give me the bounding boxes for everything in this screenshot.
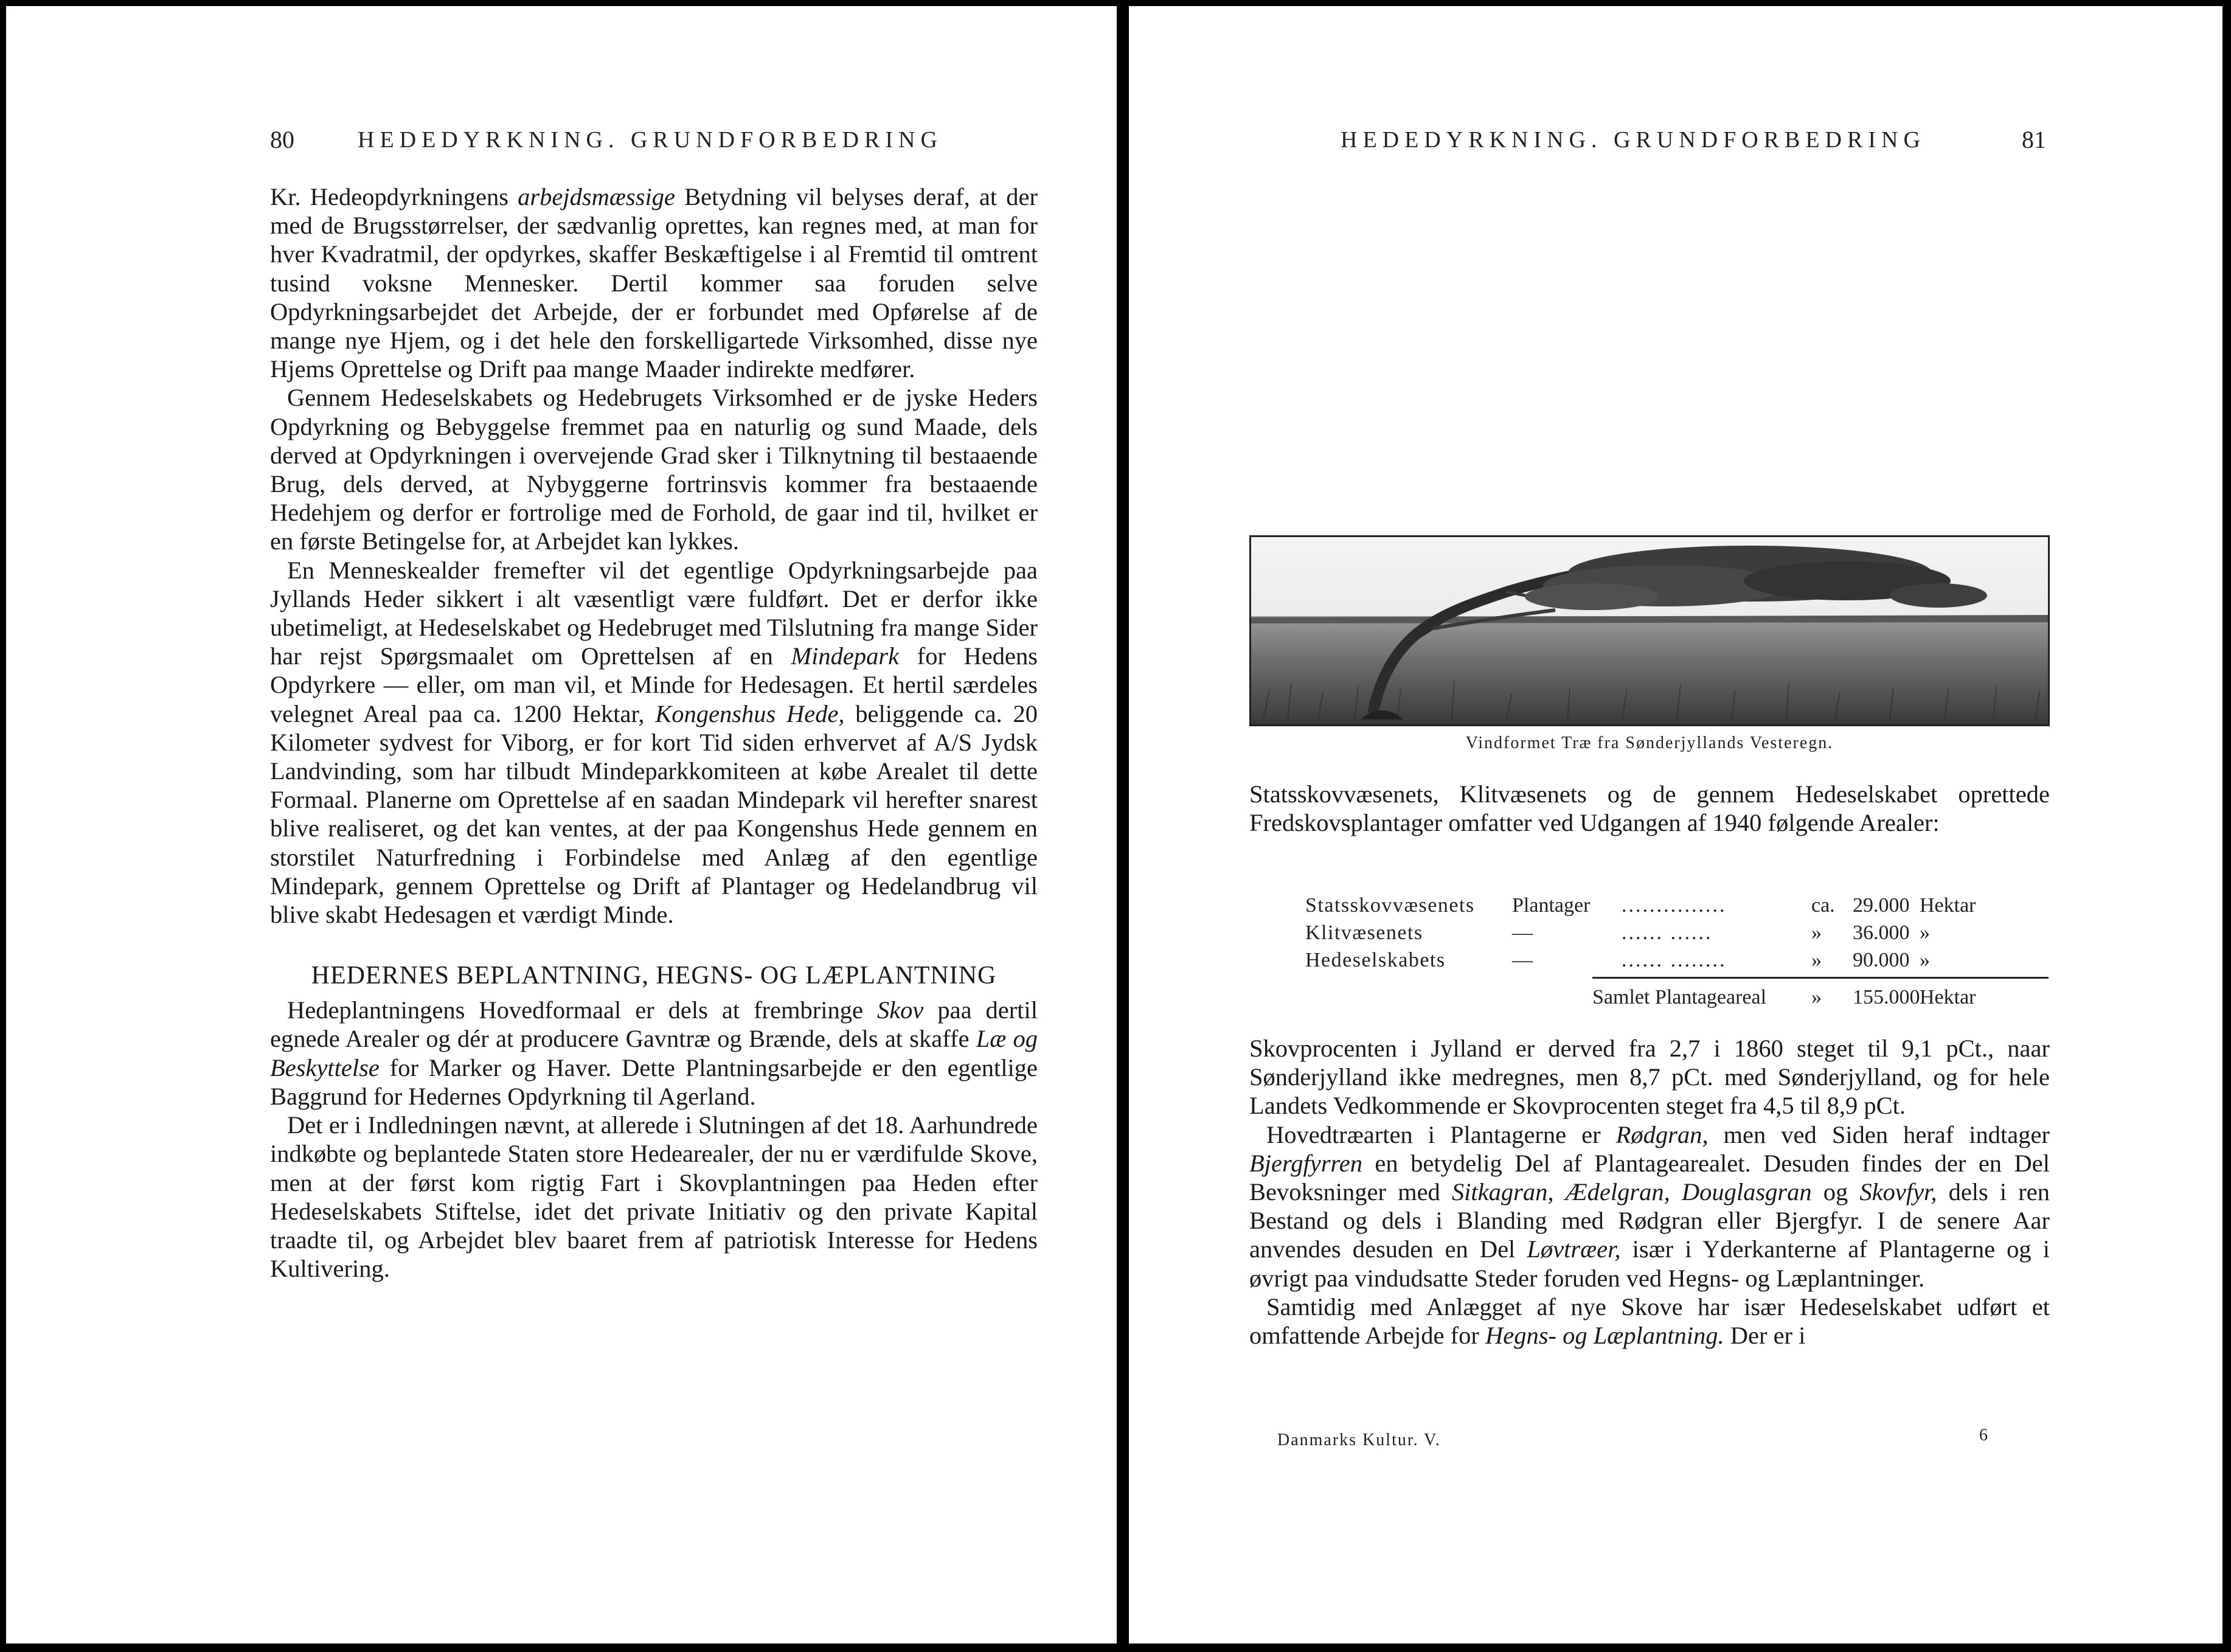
text-run: Samtidig med Anlægget af nye Skove har især Hedeselskabet udført et omfattende Arbejde for <box>1249 1293 2050 1350</box>
prefix-cell: » <box>1811 949 1822 971</box>
text-run: Betydning vil belyses deraf, at der med de Brugsstørrelser, der sædvanlig oprettes, kan regnes med, at man for hver Kvadratmil, der opdyrkes, skaffer Beskæftigelse i al Fremtid til omtrent tusind voksne Mennesker. Dertil kommer saa foruden selve Opdyrkningsarbejdet det Arbejde, der er forbundet med Opførelse af de mange nye Hjem, og i det hele den forskelligartede Virksomhed, disse nye Hjems Oprettelse og Drift paa mange Maader indirekte medfører. <box>270 183 1038 383</box>
paragraph <box>270 383 1038 555</box>
unit-cell: Hektar <box>1920 986 1976 1008</box>
paragraph <box>270 556 1038 929</box>
italic-run: Bjergfyrren <box>1249 1149 1362 1177</box>
owner-cell: Statsskovvæsenets <box>1305 894 1475 917</box>
italic-run: Hegns- og Læplantning. <box>1485 1322 1724 1350</box>
paragraph <box>1249 1034 2050 1120</box>
left-page <box>6 6 1117 1643</box>
value-cell: 29.000 <box>1853 894 1910 917</box>
leader-dots: ...... ...... <box>1622 921 1713 944</box>
tree-photograph <box>1249 535 2050 726</box>
paragraph <box>270 182 1038 383</box>
text-run: Gennem Hedeselskabets og Hedebrugets Virksomhed er de jyske Heders Opdyrkning og Bebyggelse fremmet paa en naturlig og sund Maade, dels derved at Opdyrkningen i overvejende Grad sker i Tilknytning til bestaaende Brug, dels derved, at Nybyggerne fortrinsvis kommer fra bestaaende Hedehjem og derfor er fortrolige med de Forhold, de gaar ind til, hvilket er en første Betingelse for, at Arbejdet kan lykkes. <box>270 384 1038 555</box>
unit-cell: » <box>1920 921 1930 944</box>
table-row <box>1305 946 2049 974</box>
text-run: Hovedtræarten i Plantagerne er <box>1266 1120 1616 1148</box>
text-run: En Menneskealder fremefter vil det egentlige Opdyrkningsarbejde paa Jyllands Heder sikkert i alt væsentligt være fuldført. Det er derfor ikke ubetimeligt, at Hedeselskabet og Hedebruget med Tilslutning fra mange Sider har rejst Spørgsmaalet om Oprettelsen af en <box>270 556 1038 670</box>
text-run: Statsskovvæsenets, Klitvæsenets og de gennem Hedeselskabet oprettede Fredskovsplantager omfatter ved Udgangen af 1940 følgende Arealer: <box>1249 780 2050 837</box>
text-run: Hedeplantningens Hovedformaal er dels at frembringe <box>287 996 877 1024</box>
right-text-column <box>1249 1034 2050 1350</box>
paragraph <box>1249 780 2050 837</box>
right-intro-text <box>1249 780 2050 837</box>
right-page <box>1129 6 2222 1643</box>
italic-run: Løvtræer, <box>1527 1235 1621 1263</box>
italic-run: Skov <box>876 996 924 1024</box>
italic-run: Sitkagran, Ædelgran, Douglasgran <box>1451 1178 1812 1206</box>
prefix-cell: » <box>1811 986 1822 1008</box>
italic-run: Kongenshus Hede, <box>655 699 845 727</box>
plantation-area-table <box>1305 892 2049 1011</box>
leader-dots: ............... <box>1622 894 1727 917</box>
value-cell: 90.000 <box>1853 949 1910 971</box>
text-run: en betydelig Del af Plantagearealet. Desuden findes der en Del Bevoksninger med <box>1249 1149 2050 1206</box>
paragraph <box>270 996 1038 1111</box>
text-run: dels i ren Bestand og dels i Blanding med Rødgran eller Bjergfyr. I de senere Aar anvendes desuden en Del <box>1249 1178 2050 1263</box>
value-cell: 36.000 <box>1853 921 1910 944</box>
paragraph <box>270 1111 1038 1283</box>
text-run: og <box>1811 1178 1860 1206</box>
running-head: HEDEDYRKNING. GRUNDFORBEDRING <box>358 127 943 153</box>
italic-run: Rødgran, <box>1615 1120 1709 1148</box>
text-run: men ved Siden heraf indtager <box>1708 1120 2050 1148</box>
table-total-row <box>1305 984 2049 1011</box>
text-run: Der er i <box>1724 1322 1806 1350</box>
prefix-cell: ca. <box>1811 894 1835 917</box>
unit-cell: Hektar <box>1920 894 1976 917</box>
text-run: især i Yderkanterne af Plantagerne og i øvrigt paa vindudsatte Steder foruden ved Hegns- og Læplantninger. <box>1249 1235 2050 1292</box>
text-run: beliggende ca. 20 Kilometer sydvest for Viborg, er for kort Tid siden erhvervet af A/S Jydsk Landvinding, som har tilbudt Mindeparkkomiteen at købe Arealet til dette Formaal. Planerne om Oprettelse af en saadan Mindepark vil herefter snarest blive realiseret, og det kan ventes, at der paa Kongenshus Hede gennem en storstilet Naturfredning i Forbindelse med Anlæg af den egentlige Mindepark, gennem Oprettelse og Drift af Plantager og Hedelandbrug vil blive skabt Hedesagen et værdigt Minde. <box>270 699 1038 929</box>
total-value: 155.000 <box>1853 986 1920 1008</box>
text-run: Det er i Indledningen nævnt, at allerede i Slutningen af det 18. Aarhundrede indkøbte og beplantede Staten store Hedearealer, der nu er værdifulde Skove, men at der først kom rigtig Fart i Skovplantningen paa Heden efter Hedeselskabets Stiftelse, idet det private Initiativ og den private Kapital traadte til, og Arbejdet blev baaret frem af patriotisk Interesse for Hedens Kultivering. <box>270 1111 1038 1283</box>
owner-cell: Klitvæsenets <box>1305 921 1423 944</box>
type-cell: Plantager <box>1512 894 1591 917</box>
italic-run: arbejdsmæssige <box>518 183 675 210</box>
photo-caption: Vindformet Træ fra Sønderjyllands Vesteregn. <box>1465 734 1834 752</box>
paragraph <box>1249 1120 2050 1293</box>
paragraph <box>1249 1293 2050 1350</box>
total-label: Samlet Plantageareal <box>1592 986 1767 1008</box>
page-number: 81 <box>2022 126 2046 153</box>
text-run: for Marker og Haver. Dette Plantningsarbejde er den egentlige Baggrund for Hedernes Opdyrkning til Agerland. <box>270 1053 1038 1110</box>
prefix-cell: » <box>1811 921 1822 944</box>
signature-number: 6 <box>1979 1426 1988 1445</box>
italic-run: Mindepark <box>791 642 900 670</box>
owner-cell: Hedeselskabets <box>1305 949 1446 971</box>
total-rule <box>1592 977 2049 979</box>
text-run: Skovprocenten i Jylland er derved fra 2,7 i 1860 steget til 9,1 pCt., naar Sønderjylland ikke medregnes, men 8,7 pCt. med Sønderjylland, og for hele Landets Vedkommende er Skovprocenten steget fra 4,5 til 8,9 pCt. <box>1249 1035 2050 1120</box>
leader-dots: ...... ........ <box>1622 949 1727 971</box>
italic-run: Læ og Beskyttelse <box>270 1025 1038 1081</box>
book-signature: Danmarks Kultur. V. <box>1277 1431 1441 1449</box>
text-run: for Hedens Opdyrkere — eller, om man vil, et Minde for Hedesagen. Et hertil særdeles velegnet Areal paa ca. 1200 Hektar, <box>270 642 1038 727</box>
running-head: HEDEDYRKNING. GRUNDFORBEDRING <box>1341 127 1926 153</box>
page-number: 80 <box>270 126 294 153</box>
wind-shaped-tree-image <box>1251 537 2048 724</box>
section-heading: HEDERNES BEPLANTNING, HEGNS- OG LÆPLANTNING <box>311 962 997 990</box>
table-row <box>1305 892 2049 919</box>
unit-cell: » <box>1920 949 1930 971</box>
type-cell: — <box>1512 921 1533 944</box>
table-row <box>1305 919 2049 946</box>
text-run: Kr. Hedeopdyrkningens <box>270 183 518 210</box>
type-cell: — <box>1512 949 1533 971</box>
left-text-column <box>270 182 1038 1283</box>
text-run: paa dertil egnede Arealer og dér at producere Gavntræ og Brænde, dels at skaffe <box>270 996 1038 1053</box>
italic-run: Skovfyr, <box>1859 1178 1937 1206</box>
